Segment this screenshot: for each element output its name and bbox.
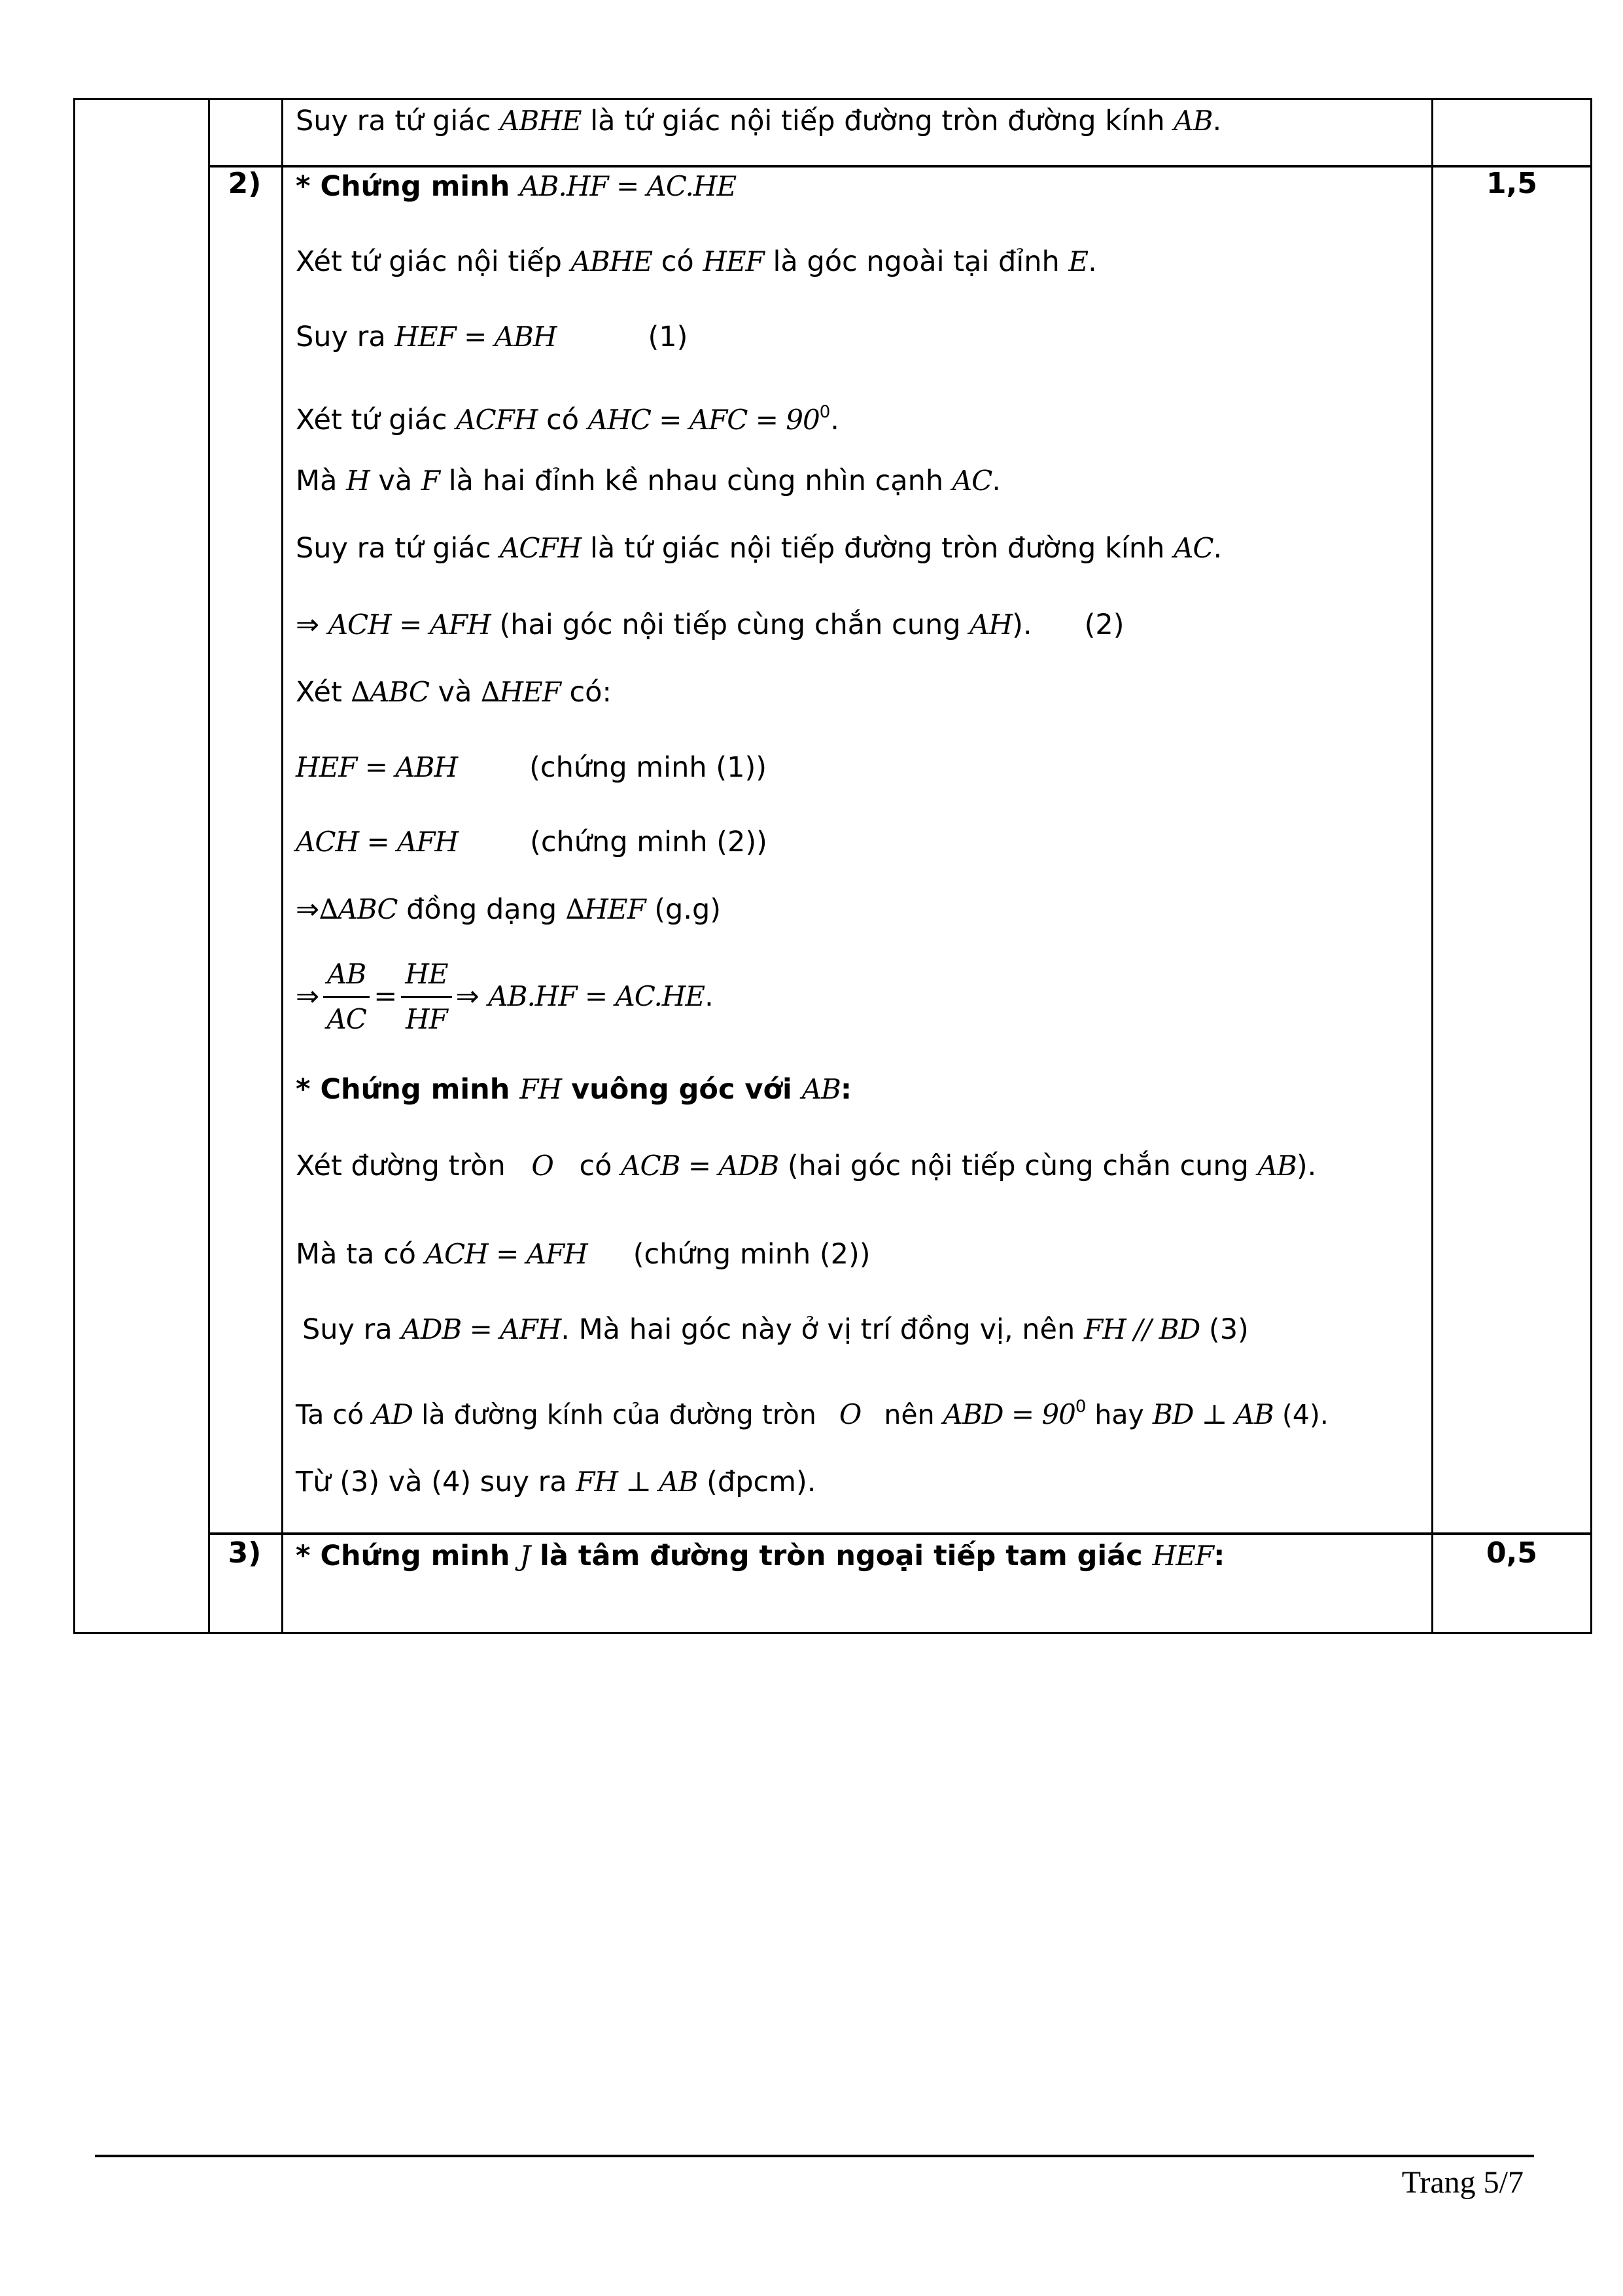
proof-line	[296, 1462, 816, 1502]
math: AHC = AFC = 90	[587, 404, 820, 436]
math: AC	[1174, 532, 1213, 564]
math: HEF	[703, 245, 764, 277]
denominator: AC	[326, 1002, 366, 1035]
superscript: 0	[819, 402, 831, 422]
text: .	[992, 465, 1001, 497]
math: ADB = AFH	[401, 1313, 561, 1345]
math: AC	[952, 465, 992, 497]
numerator: HE	[401, 953, 451, 998]
page-number: Trang 5/7	[1401, 2165, 1524, 2200]
text: Xét đường tròn	[296, 1150, 515, 1182]
implies-icon: ⇒	[296, 980, 320, 1013]
proof-line	[296, 673, 612, 712]
text: * Chứng minh	[296, 1540, 520, 1572]
math: ABHE	[570, 245, 653, 277]
equation-label: (2)	[1084, 609, 1125, 641]
math: FH // BD	[1083, 1313, 1200, 1345]
score: 0,5	[1486, 1536, 1537, 1570]
question-number: 2)	[228, 167, 262, 200]
math: ∆HEF	[565, 893, 646, 925]
superscript: 0	[1075, 1397, 1087, 1417]
question-number: 3)	[228, 1536, 262, 1570]
proof-line	[296, 1387, 1329, 1430]
equals-sign: =	[374, 980, 398, 1013]
math: E	[1068, 245, 1089, 277]
text: Xét tứ giác nội tiếp	[296, 245, 571, 278]
text: (4).	[1273, 1399, 1329, 1430]
fraction	[401, 953, 451, 1041]
text: :	[840, 1073, 852, 1106]
text: . Mà hai góc này ở vị trí đồng vị, nên	[561, 1313, 1084, 1346]
proof-line	[296, 242, 1097, 281]
text: .	[830, 404, 839, 436]
text: Xét	[296, 676, 351, 709]
text: ).	[1296, 1150, 1317, 1182]
proof-line	[296, 317, 688, 357]
text: vuông góc với	[561, 1073, 802, 1106]
text: * Chứng minh	[296, 1073, 520, 1106]
text: có:	[560, 676, 612, 709]
text: (g.g)	[645, 893, 722, 926]
table-column-divider	[208, 98, 210, 1634]
text: có	[537, 404, 588, 436]
math: ACH = AFH	[296, 826, 459, 858]
math: HEF = ABH	[296, 751, 458, 783]
math: ACFH	[500, 532, 582, 564]
text: (hai góc nội tiếp cùng chắn cung	[778, 1150, 1258, 1182]
math: ACH = AFH	[328, 609, 491, 641]
math: AB.HF = AC.HE	[488, 980, 705, 1012]
equation-label: (1)	[648, 321, 688, 353]
text: Xét tứ giác	[296, 404, 457, 436]
proof-line	[296, 890, 721, 929]
math: O	[531, 1150, 553, 1182]
math: H	[346, 465, 370, 497]
math: ACB = ADB	[621, 1150, 779, 1182]
proof-line	[302, 1310, 1249, 1349]
text: (hai góc nội tiếp cùng chắn cung	[490, 609, 970, 641]
table-column-divider	[1431, 98, 1433, 1634]
proof-line	[296, 529, 1222, 568]
math: HEF	[1152, 1540, 1214, 1572]
footer-divider	[95, 2155, 1534, 2157]
row1-text	[296, 101, 1221, 141]
text: Suy ra tứ giác	[296, 532, 500, 565]
text: .	[1088, 245, 1097, 278]
text: đồng dạng	[397, 893, 566, 926]
text: * Chứng minh	[296, 170, 520, 203]
math: AD	[372, 1398, 413, 1430]
math: BD ⊥ AB	[1152, 1398, 1274, 1430]
text: có	[570, 1150, 621, 1182]
text: (chứng minh (1))	[529, 751, 767, 784]
text: có	[652, 245, 703, 278]
text: .	[705, 980, 714, 1013]
proof-line	[296, 605, 1125, 645]
text: và	[428, 676, 481, 709]
proof-line	[296, 461, 1001, 501]
math: HEF = ABH	[394, 321, 557, 353]
proof-heading	[296, 1536, 1225, 1576]
table-row-divider	[208, 1532, 1592, 1535]
math: AB.HF = AC.HE	[519, 170, 737, 202]
math: ACFH	[456, 404, 538, 436]
implies-icon: ⇒	[296, 609, 320, 641]
text: Mà ta có	[296, 1238, 425, 1271]
math: O	[839, 1398, 862, 1430]
text: :	[1213, 1540, 1225, 1572]
math: ∆ABC	[351, 676, 429, 708]
text: là hai đỉnh kề nhau cùng nhìn cạnh	[440, 465, 952, 497]
text: là tâm đường tròn ngoại tiếp tam giác	[530, 1540, 1153, 1572]
text: .	[1213, 532, 1223, 565]
math: AH	[969, 609, 1013, 641]
text: (3)	[1200, 1313, 1249, 1346]
text: Suy ra	[302, 1313, 402, 1346]
math: FH ⊥ AB	[576, 1466, 698, 1498]
text: hay	[1086, 1399, 1153, 1430]
math: ∆HEF	[481, 676, 561, 708]
proof-heading	[296, 1070, 852, 1109]
table-column-divider	[281, 98, 283, 1634]
proof-line	[296, 393, 839, 436]
math: AB	[1174, 105, 1213, 137]
text: Ta có	[296, 1399, 373, 1430]
math: FH	[519, 1073, 562, 1105]
proof-heading	[296, 167, 736, 206]
fraction	[323, 953, 370, 1041]
text: (đpcm).	[697, 1466, 816, 1498]
implies-icon: ⇒	[296, 893, 320, 926]
text: ).	[1012, 609, 1032, 641]
numerator: AB	[323, 953, 370, 998]
text: là tứ giác nội tiếp đường tròn đường kính	[581, 532, 1174, 565]
text: Mà	[296, 465, 347, 497]
proof-line	[296, 1146, 1316, 1186]
math: F	[421, 465, 440, 497]
text: (chứng minh (2))	[530, 826, 767, 858]
text: .	[1212, 105, 1222, 137]
text: và	[369, 465, 421, 497]
math: J	[519, 1540, 531, 1572]
math: AB	[1257, 1150, 1297, 1182]
math: ∆ABC	[319, 893, 398, 925]
text: (chứng minh (2))	[633, 1238, 871, 1271]
math: ABHE	[500, 105, 582, 137]
implies-icon: ⇒	[455, 980, 480, 1013]
math: ABD = 90	[943, 1398, 1075, 1430]
math: ACH = AFH	[425, 1238, 587, 1270]
proof-line-fraction	[296, 952, 714, 1041]
text: Suy ra tứ giác	[296, 105, 500, 137]
proof-line	[296, 822, 767, 862]
text: Suy ra	[296, 321, 395, 353]
text: là tứ giác nội tiếp đường tròn đường kính	[581, 105, 1174, 137]
proof-line	[296, 748, 767, 787]
text: là góc ngoài tại đỉnh	[763, 245, 1069, 278]
math: AB	[801, 1073, 841, 1105]
proof-line	[296, 1235, 871, 1274]
denominator: HF	[406, 1002, 447, 1035]
score: 1,5	[1486, 167, 1537, 200]
text: Từ (3) và (4) suy ra	[296, 1466, 576, 1498]
text: nên	[875, 1399, 943, 1430]
text: là đường kính của đường tròn	[413, 1399, 825, 1430]
